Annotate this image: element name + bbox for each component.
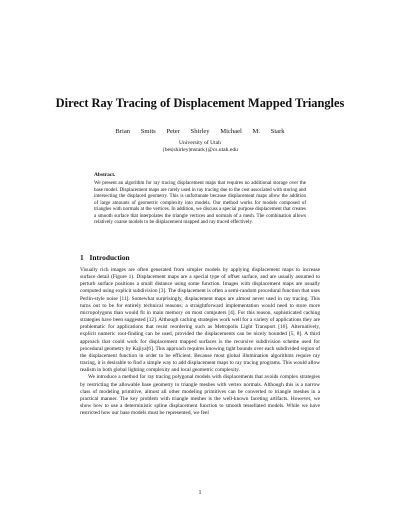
page-number: 1 xyxy=(198,490,202,496)
section-heading-introduction: 1 Introduction xyxy=(80,253,130,262)
introduction-body xyxy=(80,267,320,417)
paper-title: Direct Ray Tracing of Displacement Mapped Triangles xyxy=(55,96,345,110)
abstract-text: We present an algorithm for ray tracing displacement maps that requires no additional storage over the base model. Displacement maps are rarely used in ray tracing due to the cost associated with storing and intersecting the displaced geometry. This is unfortunate because displacement maps allow the addition of large amounts of geometric complexity into models. Our method works for models composed of triangles with normals at the vertices. In addition, we discuss a special purpose displacement that creates a smooth surface that interpolates the triangle vertices and normals of a mesh. The combination allows relatively coarse models to be displacement mapped and ray traced effectively. xyxy=(94,180,306,226)
intro-paragraph: We introduce a method for ray tracing polygonal models with displacements that avoids complex strategies by restricting the allowable base geometry to triangle meshes with vertex normals. Although this is a narrow class of modeling primitive, almost all other modeling primitives can be converted to triangle meshes in a practical manner. The key problem with triangle meshes is the well-known faceting artifacts. However, we show how to use a deterministic spline displacement function to smooth tessellated models. While we have restricted how our base models must be represented, we feel xyxy=(80,374,320,417)
affiliation: University of Utah xyxy=(179,140,221,146)
paper-authors: Brian Smits Peter Shirley Michael M. Stark xyxy=(115,128,285,135)
abstract-heading: Abstract. xyxy=(94,172,116,178)
author-affiliation-block xyxy=(50,140,350,154)
author-email: {bes|shirley|mstark}@cs.utah.edu xyxy=(162,147,238,153)
intro-paragraph: Visually rich images are often generated from simpler models by applying displacement maps to increase surface detail (Figure 1). Displacement maps are a special type of offset surface, and are usually assumed to perturb surface positions a small distance using some function. Images with displacement maps are usually computed using explicit subdivision [3]. The displacement is often a semi-random procedural function that uses Perlin-style noise [11]. Somewhat surprisingly, displacement maps are almost never used in ray tracing. This turns out to be for entirely technical reasons; a straightforward implementation would need to store more micropolygons than would fit in main memory on most computers [4]. For this reason, sophisticated caching strategies have been suggested [12]. Although caching strategies work well for a variety of applications they are problematic for applications that resist reordering such as Metropolis Light Transport [16]. Alternatively, explicit numeric root-finding can be used, provided the displacements can be nicely bounded [5, 8]. A third approach that could work for displacement mapped surfaces is the recursive subdivision scheme used for procedural geometry by Kajiya[6]. This approach requires knowing tight bounds over each subdivided region of the displacement function in order to be efficient. Because most global illumination algorithms require ray tracing, it is desirable to find a simple way to add displacement maps to ray tracing programs. This would allow realism in both global lighting complexity and local geometric complexity. xyxy=(80,267,320,374)
